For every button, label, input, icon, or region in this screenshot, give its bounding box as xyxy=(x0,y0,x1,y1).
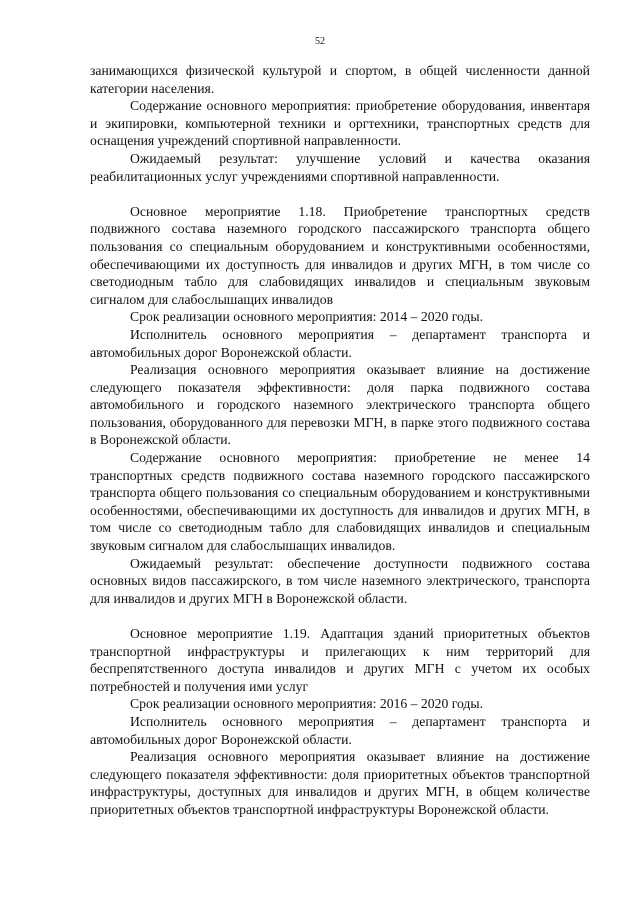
paragraph-activity-1-18-content: Содержание основного мероприятия: приобретение не менее 14 транспортных средств подвижного состава наземного городского пассажирского транспорта общего пользования со специальным оборудованием и конструктивными особенностями, обеспечивающими их доступность для инвалидов и других МГН, в том числе со светодиодным табло для слабовидящих инвалидов и специальным звуковым сигналом для слабослышащих инвалидов. xyxy=(90,450,590,554)
paragraph-activity-1-19-executor: Исполнитель основного мероприятия – департамент транспорта и автомобильных дорог Воронежской области. xyxy=(90,713,590,747)
section-gap xyxy=(90,607,590,625)
section-gap xyxy=(90,185,590,203)
page-number: 52 xyxy=(315,36,325,47)
paragraph-activity-1-19-term: Срок реализации основного мероприятия: 2016 – 2020 годы. xyxy=(130,696,484,712)
paragraph-activity-1-18-executor: Исполнитель основного мероприятия – департамент транспорта и автомобильных дорог Воронежской области. xyxy=(90,326,590,360)
paragraph-expected-result: Ожидаемый результат: улучшение условий и качества оказания реабилитационных услуг учреждениями спортивной направленности. xyxy=(90,150,590,184)
paragraph-activity-content: Содержание основного мероприятия: приобретение оборудования, инвентаря и экипировки, компьютерной техники и оргтехники, транспортных средств для оснащения учреждений спортивной направленности. xyxy=(90,98,590,149)
paragraph-activity-1-19-indicator: Реализация основного мероприятия оказывает влияние на достижение следующего показателя эффективности: доля приоритетных объектов транспортной инфраструктуры, доступных для инвалидов и других МГН, в общем количестве приоритетных объектов транспортной инфраструктуры Воронежской области. xyxy=(90,749,590,817)
paragraph-activity-1-18-title: Основное мероприятие 1.18. Приобретение транспортных средств подвижного состава наземного городского пассажирского транспорта общего пользования со специальным оборудованием и конструктивными особенностями, обеспечивающими их доступность для инвалидов и других МГН, в том числе со светодиодным табло для слабовидящих инвалидов и специальным звуковым сигналом для слабослышащих инвалидов xyxy=(90,203,590,307)
paragraph-activity-1-18-indicator: Реализация основного мероприятия оказывает влияние на достижение следующего показателя эффективности: доля парка подвижного состава автомобильного и городского наземного электрического транспорта общего пользования, оборудованного для перевозки МГН, в парке этого подвижного состава в Воронежской области. xyxy=(90,362,590,448)
document-body xyxy=(90,62,590,819)
paragraph-activity-1-18-term: Срок реализации основного мероприятия: 2014 – 2020 годы. xyxy=(130,309,484,325)
paragraph-activity-1-18-result: Ожидаемый результат: обеспечение доступности подвижного состава основных видов пассажирского, в том числе наземного электрического, транспорта для инвалидов и других МГН в Воронежской области. xyxy=(90,555,590,606)
paragraph-activity-1-19-title: Основное мероприятие 1.19. Адаптация зданий приоритетных объектов транспортной инфраструктуры и прилегающих к ним территорий для беспрепятственного доступа инвалидов и других МГН с учетом их особых потребностей и получения ими услуг xyxy=(90,626,590,694)
paragraph-continuation: занимающихся физической культурой и спортом, в общей численности данной категории населения. xyxy=(90,63,590,96)
